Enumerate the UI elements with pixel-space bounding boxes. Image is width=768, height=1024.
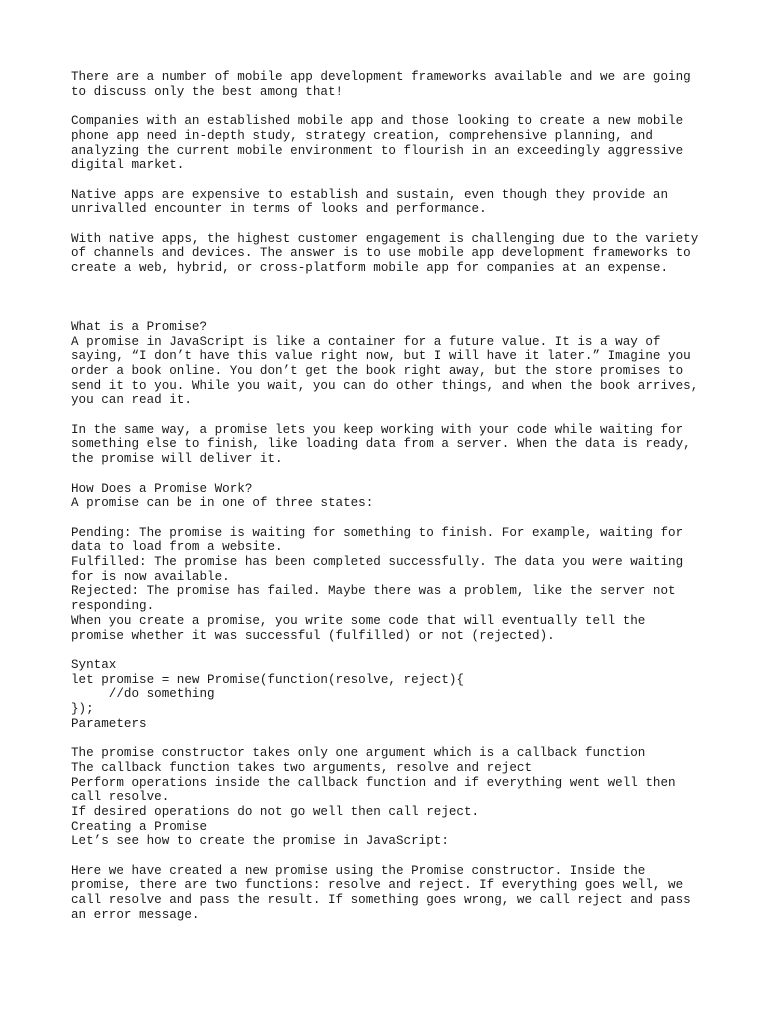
intro-paragraph-1: There are a number of mobile app development frameworks available and we are going to discuss only the best among that!: [71, 70, 691, 99]
creating-promise-intro: Let’s see how to create the promise in JavaScript:: [71, 834, 449, 849]
intro-paragraph-2: Companies with an established mobile app and those looking to create a new mobile phone app need in-depth study, strategy creation, comprehensive planning, and analyzing the current mobile environment to flourish in an exceedingly aggressive digital market.: [71, 114, 684, 173]
spacer: [71, 731, 711, 746]
syntax-code: let promise = new Promise(function(resolve, reject){ //do something });: [71, 672, 464, 717]
syntax-heading: Syntax: [71, 657, 117, 672]
spacer: [71, 99, 711, 114]
what-is-promise-paragraph-2: In the same way, a promise lets you keep working with your code while waiting for something else to finish, like loading data from a server. When the data is ready, the promise will deliver it.: [71, 422, 691, 467]
how-promise-works-intro: A promise can be in one of three states:: [71, 496, 374, 511]
what-is-promise-heading: What is a Promise?: [71, 319, 208, 334]
spacer: [71, 643, 711, 658]
intro-paragraph-3: Native apps are expensive to establish and sustain, even though they provide an unrivalled encounter in terms of looks and performance.: [71, 187, 669, 217]
parameters-heading: Parameters: [71, 716, 147, 731]
intro-paragraph-4: With native apps, the highest customer engagement is challenging due to the variety of channels and devices. The answer is to use mobile app development frameworks to create a web, hybrid, or cross-platform mobile app for companies at an expense.: [71, 231, 699, 276]
promise-states-list: Pending: The promise is waiting for something to finish. For example, waiting for data to load from a website. Fulfilled: The promise has been completed successfully. The data you were waiting for is now available. Rejected: The promise has failed. Maybe there was a problem, like the server not responding. When you create a promise, you write some code that will eventually tell the promise whether it was successful (fulfilled) or not (rejected).: [71, 525, 684, 643]
spacer: [71, 408, 711, 423]
document-page: [71, 70, 711, 923]
parameters-list: The promise constructor takes only one argument which is a callback function The callback function takes two arguments, resolve and reject Perform operations inside the callback function and if everything went well then call resolve. If desired operations do not go well then call reject.: [71, 746, 676, 819]
creating-promise-paragraph: Here we have created a new promise using the Promise constructor. Inside the promise, there are two functions: resolve and reject. If everything goes well, we call resolve and pass the result. If something goes wrong, we call reject and pass an error message.: [71, 863, 691, 922]
spacer: [71, 849, 711, 864]
what-is-promise-paragraph-1: A promise in JavaScript is like a container for a future value. It is a way of saying, “I don’t have this value right now, but I will have it later.” Imagine you order a book online. You don’t get the book right away, but the store promises to send it to you. While you wait, you can do other things, and when the book arrives, you can read it.: [71, 334, 699, 408]
creating-promise-heading: Creating a Promise: [71, 819, 208, 834]
spacer: [71, 173, 711, 188]
spacer: [71, 217, 711, 232]
spacer: [71, 467, 711, 482]
section-spacer: [71, 276, 711, 320]
spacer: [71, 511, 711, 526]
how-promise-works-heading: How Does a Promise Work?: [71, 481, 253, 496]
